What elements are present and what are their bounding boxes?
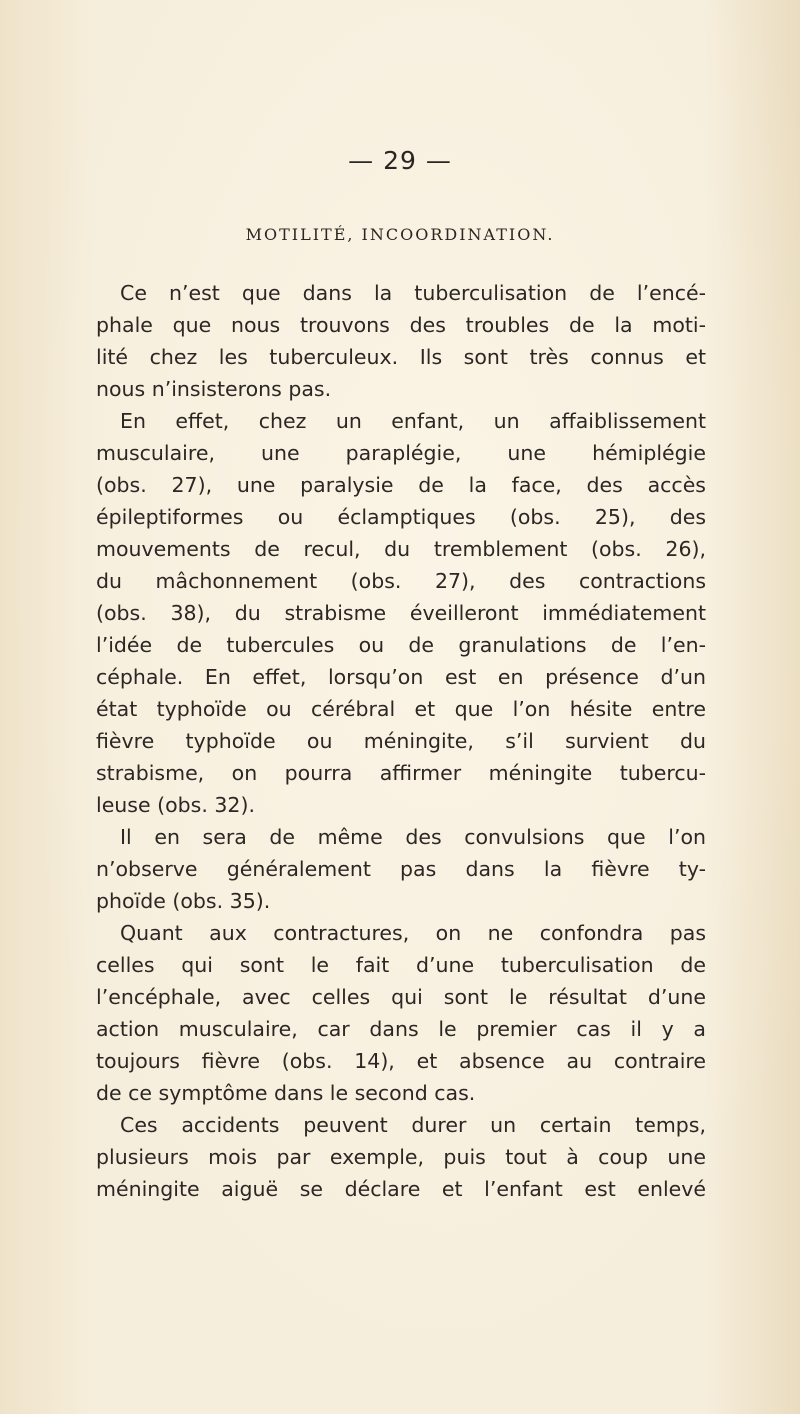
text-line: celles qui sont le fait d’une tuberculisation de — [96, 953, 706, 977]
text-line: leuse (obs. 32). — [96, 793, 255, 817]
text-line: céphale. En effet, lorsqu’on est en présence d’un — [96, 665, 706, 689]
text-line: épileptiformes ou éclamptiques (obs. 25), des — [96, 505, 706, 529]
text-line: phoïde (obs. 35). — [96, 889, 271, 913]
text-line: toujours fièvre (obs. 14), et absence au contraire — [96, 1049, 706, 1073]
text-line: plusieurs mois par exemple, puis tout à coup une — [96, 1145, 706, 1169]
text-line: état typhoïde ou cérébral et que l’on hésite entre — [96, 697, 706, 721]
text-line: de ce symptôme dans le second cas. — [96, 1081, 476, 1105]
text-line: l’idée de tubercules ou de granulations de l’en- — [96, 633, 706, 657]
text-line: musculaire, une paraplégie, une hémiplégie — [96, 441, 706, 465]
text-line: strabisme, on pourra affirmer méningite tubercu- — [96, 761, 706, 785]
text-line: (obs. 27), une paralysie de la face, des accès — [96, 473, 706, 497]
text-line: lité chez les tuberculeux. Ils sont très connus et — [96, 345, 706, 369]
text-line: (obs. 38), du strabisme éveilleront immédiatement — [96, 601, 706, 625]
text-line: n’observe généralement pas dans la fièvre ty- — [96, 857, 706, 881]
page-number: — 29 — — [348, 146, 452, 175]
text-line: du mâchonnement (obs. 27), des contractions — [96, 569, 706, 593]
text-line: Ces accidents peuvent durer un certain temps, — [120, 1113, 706, 1137]
text-line: nous n’insisterons pas. — [96, 377, 332, 401]
text-line: Ce n’est que dans la tuberculisation de l’encé- — [120, 281, 706, 305]
text-line: En effet, chez un enfant, un affaiblissement — [120, 409, 706, 433]
text-line: Quant aux contractures, on ne confondra pas — [120, 921, 706, 945]
section-heading: MOTILITÉ, INCOORDINATION. — [245, 225, 555, 244]
text-line: mouvements de recul, du tremblement (obs. 26), — [96, 537, 706, 561]
body-text — [96, 277, 706, 1205]
text-line: phale que nous trouvons des troubles de la moti- — [96, 313, 706, 337]
text-line: Il en sera de même des convulsions que l’on — [120, 825, 706, 849]
text-line: méningite aiguë se déclare et l’enfant est enlevé — [96, 1177, 706, 1201]
text-line: fièvre typhoïde ou méningite, s’il survient du — [96, 729, 706, 753]
text-line: l’encéphale, avec celles qui sont le résultat d’une — [96, 985, 706, 1009]
text-line: action musculaire, car dans le premier cas il y a — [96, 1017, 706, 1041]
